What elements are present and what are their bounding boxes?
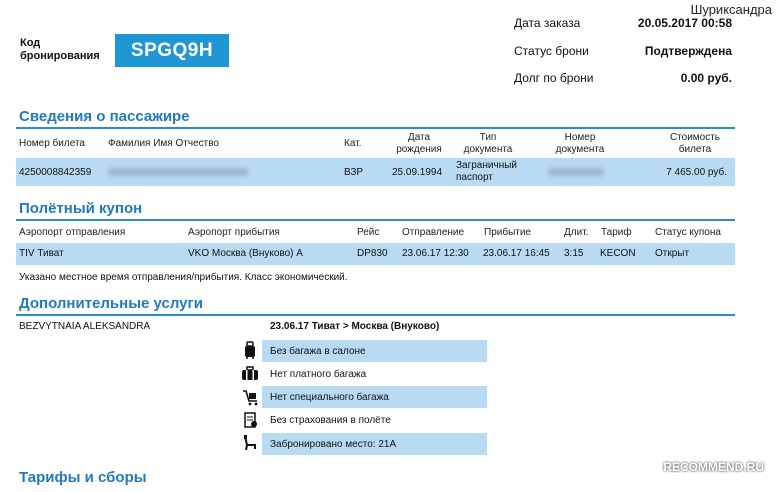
seat-icon xyxy=(241,434,259,452)
redacted-name xyxy=(108,168,248,176)
services-section-title: Дополнительные услуги xyxy=(19,295,203,312)
coupon-section-rule xyxy=(16,219,735,221)
col-name: Фамилия Имя Отчество xyxy=(108,138,219,149)
booking-code-label-line2: бронирования xyxy=(20,50,100,62)
coupon-row xyxy=(16,243,735,265)
booking-code: SPGQ9H xyxy=(115,34,229,67)
col-doc-type-line2: документа xyxy=(463,144,513,155)
order-date-label: Дата заказа xyxy=(514,16,581,30)
service-item-special-baggage: Нет специального багажа xyxy=(262,386,487,408)
coupon-fare: KECON xyxy=(600,248,636,259)
special-baggage-icon xyxy=(241,388,259,406)
status-label: Статус брони xyxy=(514,44,589,58)
col-birth-line2: рождения xyxy=(396,144,442,155)
col-fare: Тариф xyxy=(601,227,632,238)
suitcase-icon xyxy=(241,365,259,383)
col-doc-type-line1: Тип xyxy=(479,132,497,143)
coupon-note: Указано местное время отправления/прибытия. Класс экономический. xyxy=(19,272,348,283)
passenger-doc-type xyxy=(456,160,517,184)
passenger-category: ВЗР xyxy=(344,167,364,178)
insurance-document-icon xyxy=(241,411,259,429)
col-coupon-status: Статус купона xyxy=(655,227,721,238)
service-item-paid-baggage: Нет платного багажа xyxy=(270,368,367,380)
services-section-rule xyxy=(16,314,735,316)
status-value: Подтверждена xyxy=(644,44,732,58)
coupon-departure: 23.06.17 12:30 xyxy=(402,248,469,259)
passenger-section-title: Сведения о пассажире xyxy=(19,108,190,125)
col-price-line2: билета xyxy=(678,144,712,155)
coupon-flight: DP830 xyxy=(357,248,388,259)
passenger-section-rule xyxy=(16,127,735,129)
passenger-doc-type-line1: Заграничный xyxy=(456,160,517,171)
col-doc-number-line2: документа xyxy=(555,144,605,155)
col-birth-line1: Дата xyxy=(407,132,431,143)
passenger-birth: 25.09.1994 xyxy=(392,167,443,178)
col-arrival: Прибытие xyxy=(484,227,531,238)
services-passenger: BEZVYTNAIA ALEKSANDRA xyxy=(19,321,151,332)
service-item-cabin-bag: Без багажа в салоне xyxy=(262,340,487,362)
coupon-arr: VKO Москва (Внуково) А xyxy=(188,248,303,259)
passenger-ticket: 4250008842359 xyxy=(19,167,92,178)
coupon-duration: 3:15 xyxy=(564,248,584,259)
services-route: 23.06.17 Тиват > Москва (Внуково) xyxy=(270,321,440,332)
service-item-seat: Забронировано место: 21А xyxy=(262,433,487,455)
passenger-row xyxy=(16,158,735,186)
col-category: Кат. xyxy=(344,138,362,149)
col-doc-number-line1: Номер xyxy=(564,132,596,143)
service-item-insurance: Без страхования в полёте xyxy=(270,414,391,426)
coupon-arrival: 23.06.17 16:45 xyxy=(483,248,550,259)
redacted-doc-number xyxy=(548,168,604,176)
cabin-bag-icon xyxy=(241,341,259,359)
user-name[interactable]: Шуриксандра xyxy=(690,2,772,17)
col-birth xyxy=(394,132,444,156)
col-duration: Длит. xyxy=(564,227,589,238)
debt-value: 0.00 руб. xyxy=(680,71,732,85)
booking-code-label xyxy=(20,37,100,63)
coupon-status: Открыт xyxy=(655,248,690,259)
col-departure: Отправление xyxy=(402,227,465,238)
order-date: 20.05.2017 00:58 xyxy=(637,16,732,30)
col-doc-number xyxy=(550,132,610,156)
col-dep-airport: Аэропорт отправления xyxy=(19,227,126,238)
passenger-price: 7 465.00 руб. xyxy=(666,167,727,178)
booking-code-label-line1: Код xyxy=(20,37,41,49)
debt-label: Долг по брони xyxy=(514,71,594,85)
col-price xyxy=(665,132,725,156)
col-price-line1: Стоимость xyxy=(669,132,721,143)
col-doc-type xyxy=(458,132,518,156)
passenger-doc-type-line2: паспорт xyxy=(456,172,493,183)
fares-section-title: Тарифы и сборы xyxy=(19,469,147,486)
col-ticket: Номер билета xyxy=(19,138,85,149)
watermark: RECOMMEND.RU xyxy=(663,460,764,474)
col-arr-airport: Аэропорт прибытия xyxy=(188,227,280,238)
coupon-section-title: Полётный купон xyxy=(19,200,143,217)
coupon-dep: TIV Тиват xyxy=(19,248,64,259)
col-flight: Рейс xyxy=(357,227,380,238)
